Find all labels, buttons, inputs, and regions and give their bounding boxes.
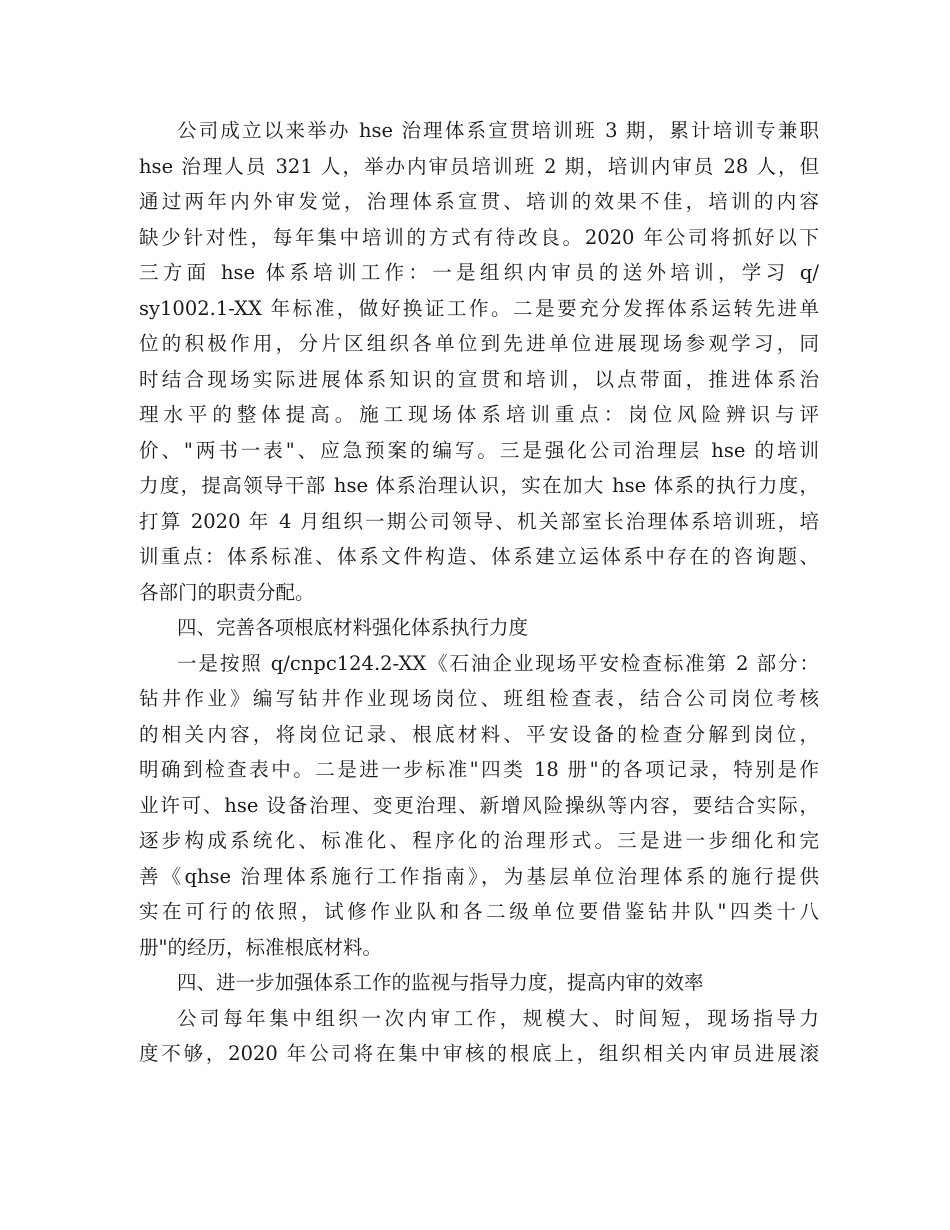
paragraph-line: sy1002.1-XX 年标准，做好换证工作。二是要充分发挥体系运转先进单	[139, 297, 819, 320]
paragraph-line: 时结合现场实际进展体系知识的宣贯和培训，以点带面，推进体系治	[139, 368, 819, 391]
paragraph-line: hse 治理人员 321 人，举办内审员培训班 2 期，培训内审员 28 人，但	[139, 155, 819, 178]
paragraph-line: 公司成立以来举办 hse 治理体系宣贯培训班 3 期，累计培训专兼职	[177, 119, 819, 142]
paragraph-line: 三方面 hse 体系培训工作：一是组织内审员的送外培训，学习 q/	[139, 261, 819, 284]
paragraph-line: 位的积极作用，分片区组织各单位到先进单位进展现场参观学习，同	[139, 332, 819, 355]
paragraph-line: 业许可、hse 设备治理、变更治理、新增风险操纵等内容，要结合实际，	[139, 794, 819, 817]
paragraph-line: 的相关内容，将岗位记录、根底材料、平安设备的检查分解到岗位，	[139, 723, 819, 746]
paragraph-line: 逐步构成系统化、标准化、程序化的治理形式。三是进一步细化和完	[139, 829, 819, 852]
paragraph-line: 价、"两书一表"、应急预案的编写。三是强化公司治理层 hse 的培训	[139, 439, 819, 462]
paragraph-line: 一是按照 q/cnpc124.2-XX《石油企业现场平安检查标准第 2 部分：	[177, 652, 819, 675]
paragraph-line: 公司每年集中组织一次内审工作，规模大、时间短，现场指导力	[177, 1007, 819, 1030]
paragraph-line: 力度，提高领导干部 hse 体系治理认识，实在加大 hse 体系的执行力度，	[139, 474, 819, 497]
paragraph-line: 通过两年内外审发觉，治理体系宣贯、培训的效果不佳，培训的内容	[139, 190, 819, 213]
paragraph-line: 册"的经历，标准根底材料。	[139, 936, 382, 959]
paragraph-line: 善《qhse 治理体系施行工作指南》，为基层单位治理体系的施行提供	[139, 865, 819, 888]
paragraph-line: 理水平的整体提高。施工现场体系培训重点：岗位风险辨识与评	[139, 403, 819, 426]
paragraph-line: 实在可行的依照，试修作业队和各二级单位要借鉴钻井队"四类十八	[139, 900, 819, 923]
paragraph-line: 缺少针对性，每年集中培训的方式有待改良。2020 年公司将抓好以下	[139, 226, 819, 249]
paragraph-line: 明确到检查表中。二是进一步标准"四类 18 册"的各项记录，特别是作	[139, 758, 819, 781]
section-heading: 四、进一步加强体系工作的监视与指导力度，提高内审的效率	[177, 971, 704, 994]
section-heading: 四、完善各项根底材料强化体系执行力度	[177, 616, 529, 639]
paragraph-line: 钻井作业》编写钻井作业现场岗位、班组检查表，结合公司岗位考核	[139, 687, 819, 710]
paragraph-line: 各部门的职责分配。	[139, 581, 315, 604]
paragraph-line: 度不够，2020 年公司将在集中审核的根底上，组织相关内审员进展滚	[139, 1042, 819, 1065]
paragraph-line: 打算 2020 年 4 月组织一期公司领导、机关部室长治理体系培训班，培	[139, 510, 819, 533]
paragraph-line: 训重点：体系标准、体系文件构造、体系建立运体系中存在的咨询题、	[139, 545, 819, 568]
